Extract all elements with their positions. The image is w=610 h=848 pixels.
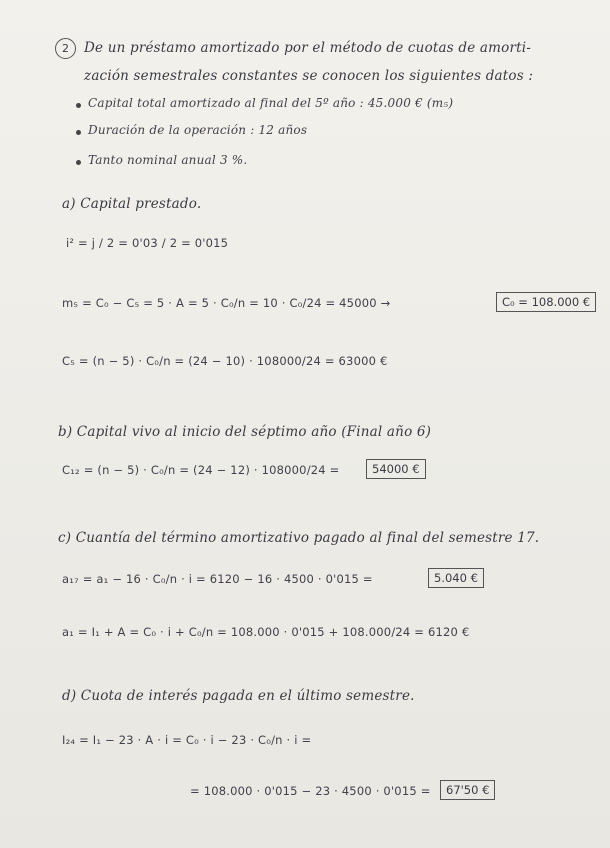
part-c-title: c) Cuantía del término amortizativo pagado al final del semestre 17. (58, 530, 540, 546)
eq-interest-rate: i² = j / 2 = 0'03 / 2 = 0'015 (66, 236, 229, 250)
bullet-dot (76, 160, 81, 165)
part-b-title: b) Capital vivo al inicio del séptimo año (Final año 6) (58, 424, 432, 440)
data-bullet-capital: Capital total amortizado al final del 5º año : 45.000 € (m₅) (88, 96, 454, 110)
bullet-dot (76, 103, 81, 108)
result-c12-box: 54000 € (366, 459, 426, 479)
eq-m5: m₅ = C₀ − C₅ = 5 · A = 5 · C₀/n = 10 · C₀/24 = 45000 → (62, 296, 391, 310)
eq-i24: I₂₄ = I₁ − 23 · A · i = C₀ · i − 23 · C₀/n · i = (62, 733, 312, 747)
intro-line-1: De un préstamo amortizado por el método de cuotas de amorti- (84, 40, 532, 56)
eq-a17: a₁₇ = a₁ − 16 · C₀/n · i = 6120 − 16 · 4500 · 0'015 = (62, 572, 373, 586)
eq-i24-continued: = 108.000 · 0'015 − 23 · 4500 · 0'015 = (190, 784, 431, 798)
result-a17-box: 5.040 € (428, 568, 484, 588)
result-i24-box: 67'50 € (440, 780, 495, 800)
result-c0-box: C₀ = 108.000 € (496, 292, 596, 312)
data-bullet-tanto: Tanto nominal anual 3 %. (88, 153, 248, 167)
part-a-title: a) Capital prestado. (62, 196, 202, 212)
part-d-title: d) Cuota de interés pagada en el último semestre. (62, 688, 415, 704)
eq-c12: C₁₂ = (n − 5) · C₀/n = (24 − 12) · 108000/24 = (62, 463, 340, 477)
eq-c5: C₅ = (n − 5) · C₀/n = (24 − 10) · 108000/24 = 63000 € (62, 354, 388, 368)
problem-number: 2 (55, 38, 76, 59)
intro-line-2: zación semestrales constantes se conocen los siguientes datos : (84, 68, 534, 84)
eq-a1: a₁ = I₁ + A = C₀ · i + C₀/n = 108.000 · 0'015 + 108.000/24 = 6120 € (62, 625, 470, 639)
data-bullet-duracion: Duración de la operación : 12 años (88, 123, 308, 137)
bullet-dot (76, 130, 81, 135)
